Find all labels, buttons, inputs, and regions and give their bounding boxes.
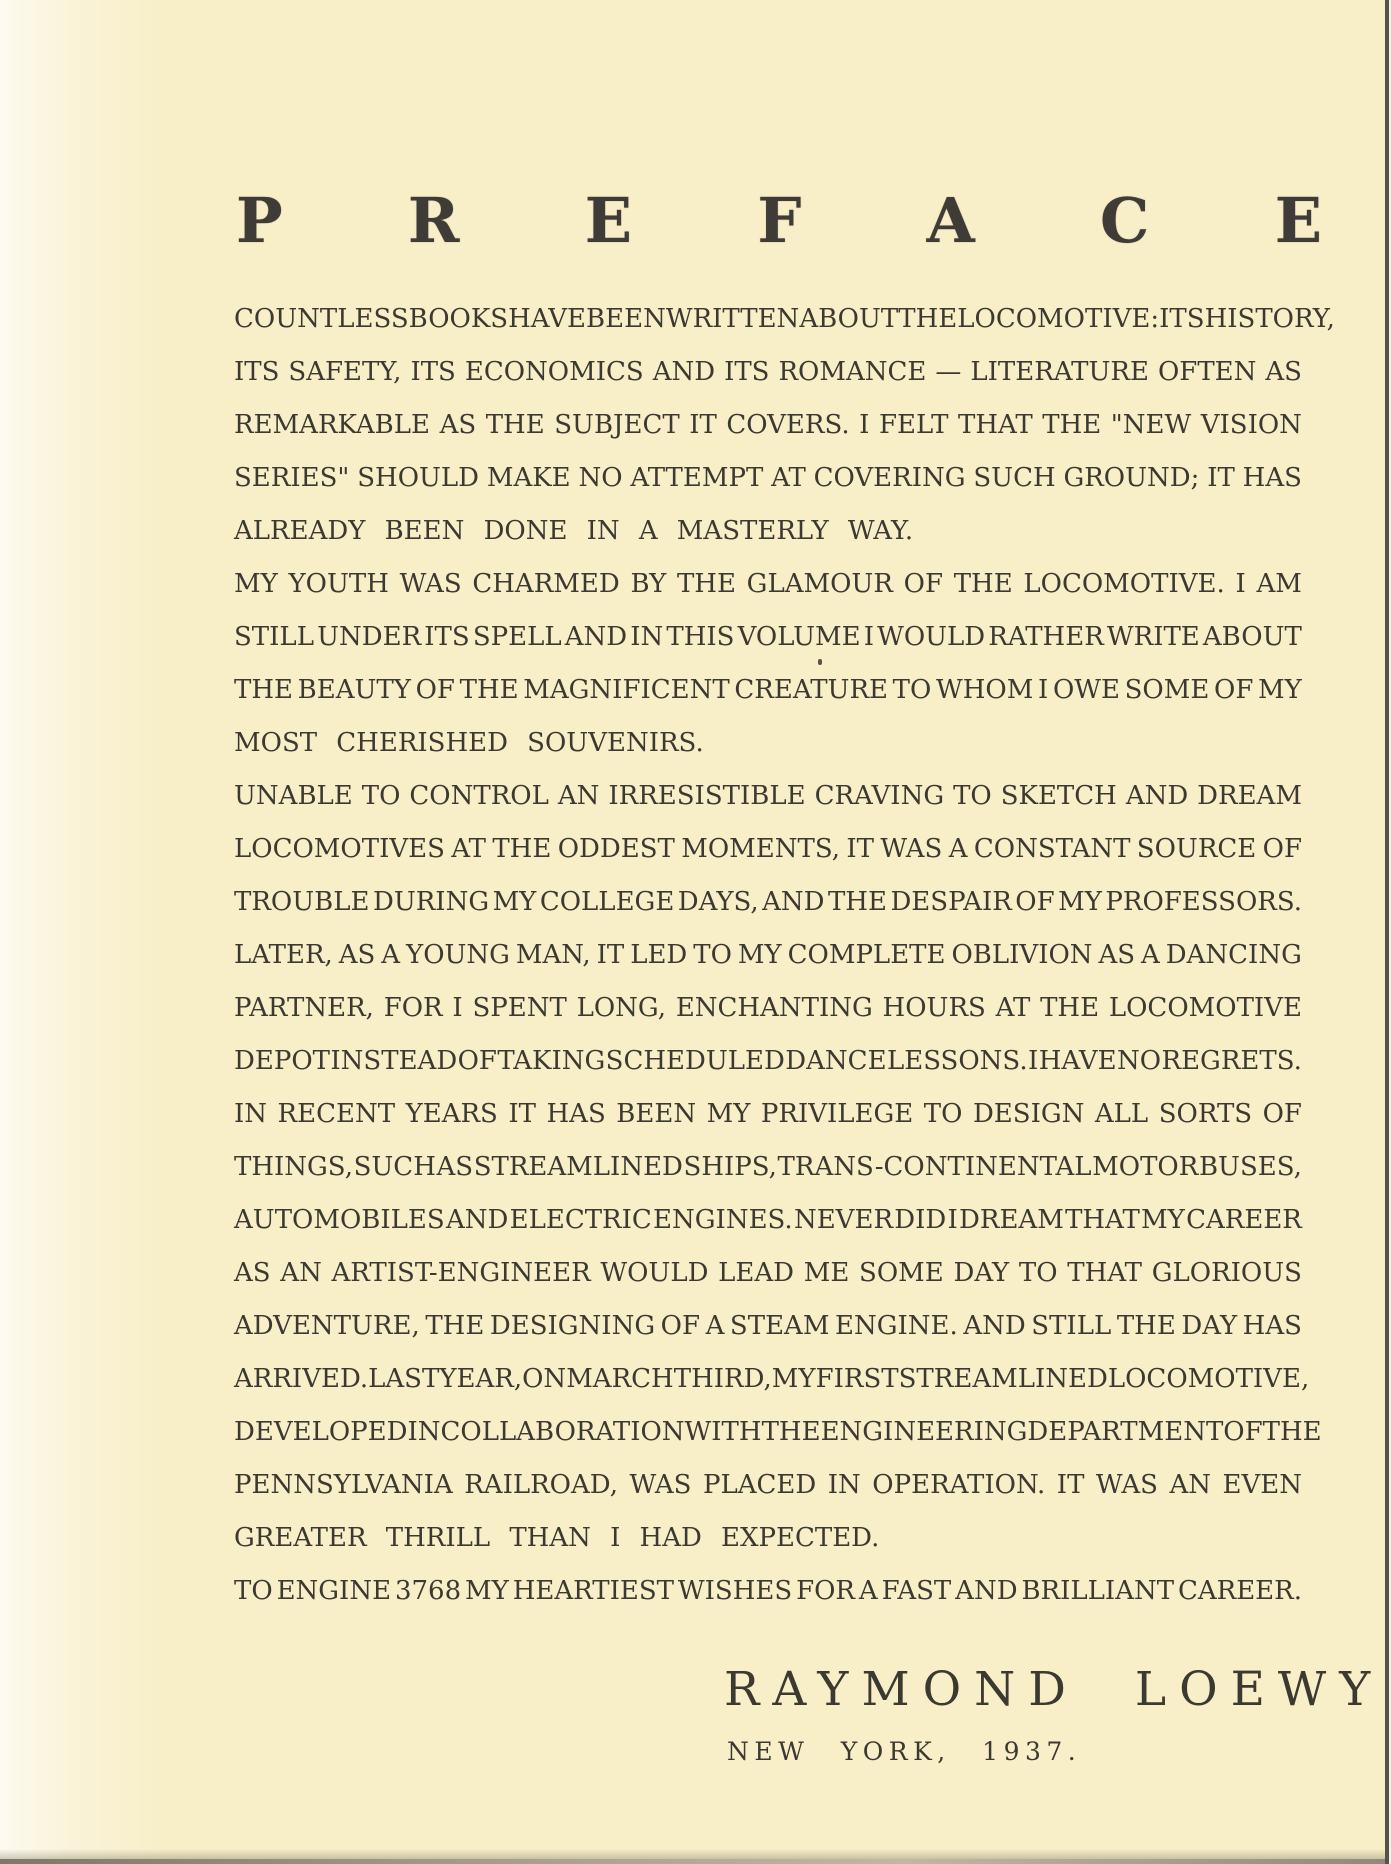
page-title	[236, 184, 1322, 257]
scan-ink-speck	[818, 659, 822, 665]
text-line: ADVENTURE, THE DESIGNING OF A STEAM ENGINE. AND STILL THE DAY HAS	[234, 1311, 1302, 1341]
title-letter: F	[757, 184, 802, 257]
text-line: ALREADY BEEN DONE IN A MASTERLY WAY.	[234, 516, 914, 546]
text-line: PENNSYLVANIA RAILROAD, WAS PLACED IN OPERATION. IT WAS AN EVEN	[234, 1470, 1302, 1500]
signature-name: RAYMOND LOEWY	[724, 1662, 1384, 1717]
title-letter: E	[584, 184, 633, 257]
title-letter: E	[1274, 184, 1322, 257]
preface-body-text	[234, 304, 1335, 1631]
text-line: UNABLE TO CONTROL AN IRRESISTIBLE CRAVING TO SKETCH AND DREAM	[234, 781, 1302, 811]
text-line: LATER, AS A YOUNG MAN, IT LED TO MY COMPLETE OBLIVION AS A DANCING	[234, 940, 1302, 970]
text-line: IN RECENT YEARS IT HAS BEEN MY PRIVILEGE TO DESIGN ALL SORTS OF	[234, 1099, 1302, 1129]
text-line: SERIES" SHOULD MAKE NO ATTEMPT AT COVERING SUCH GROUND; IT HAS	[234, 463, 1302, 493]
text-line: AS AN ARTIST-ENGINEER WOULD LEAD ME SOME DAY TO THAT GLORIOUS	[234, 1258, 1302, 1288]
scan-bottom-edge	[0, 1859, 1391, 1864]
text-line: THE BEAUTY OF THE MAGNIFICENT CREATURE TO WHOM I OWE SOME OF MY	[234, 675, 1302, 705]
text-line: DEVELOPED IN COLLABORATION WITH THE ENGINEERING DEPARTMENT OF THE	[234, 1417, 1322, 1447]
text-line: TROUBLE DURING MY COLLEGE DAYS, AND THE DESPAIR OF MY PROFESSORS.	[234, 887, 1302, 917]
text-line: COUNTLESS BOOKS HAVE BEEN WRITTEN ABOUT THE LOCOMOTIVE : ITS HISTORY,	[234, 304, 1335, 334]
text-line: GREATER THRILL THAN I HAD EXPECTED.	[234, 1523, 880, 1553]
text-line: THINGS, SUCH AS STREAMLINED SHIPS, TRANS-CONTINENTAL MOTOR BUSES,	[234, 1152, 1302, 1182]
text-line: ITS SAFETY, ITS ECONOMICS AND ITS ROMANCE — LITERATURE OFTEN AS	[234, 357, 1302, 387]
text-line: DEPOT INSTEAD OF TAKING SCHEDULED DANCE LESSONS. I HAVE NO REGRETS.	[234, 1046, 1302, 1076]
text-line: PARTNER, FOR I SPENT LONG, ENCHANTING HOURS AT THE LOCOMOTIVE	[234, 993, 1302, 1023]
text-line: REMARKABLE AS THE SUBJECT IT COVERS. I FELT THAT THE "NEW VISION	[234, 410, 1302, 440]
title-letter: R	[407, 184, 460, 257]
text-line: MOST CHERISHED SOUVENIRS.	[234, 728, 704, 758]
text-line: AUTOMOBILES AND ELECTRIC ENGINES. NEVER DID I DREAM THAT MY CAREER	[234, 1205, 1302, 1235]
text-line: LOCOMOTIVES AT THE ODDEST MOMENTS, IT WAS A CONSTANT SOURCE OF	[234, 834, 1302, 864]
text-line: TO ENGINE 3768 MY HEARTIEST WISHES FOR A FAST AND BRILLIANT CAREER.	[234, 1576, 1302, 1606]
title-letter: P	[236, 184, 283, 257]
text-line: MY YOUTH WAS CHARMED BY THE GLAMOUR OF THE LOCOMOTIVE. I AM	[234, 569, 1302, 599]
signature-place-date: NEW YORK, 1937.	[727, 1737, 1082, 1766]
title-letter: C	[1100, 184, 1150, 257]
scan-bottom-shadow	[0, 1849, 1391, 1859]
text-line: STILL UNDER ITS SPELL AND IN THIS VOLUME I WOULD RATHER WRITE ABOUT	[234, 622, 1302, 652]
title-letter: A	[926, 184, 975, 257]
text-line: ARRIVED. LAST YEAR, ON MARCH THIRD, MY FIRST STREAMLINED LOCOMOTIVE,	[234, 1364, 1310, 1394]
scan-left-highlight	[0, 0, 170, 1864]
